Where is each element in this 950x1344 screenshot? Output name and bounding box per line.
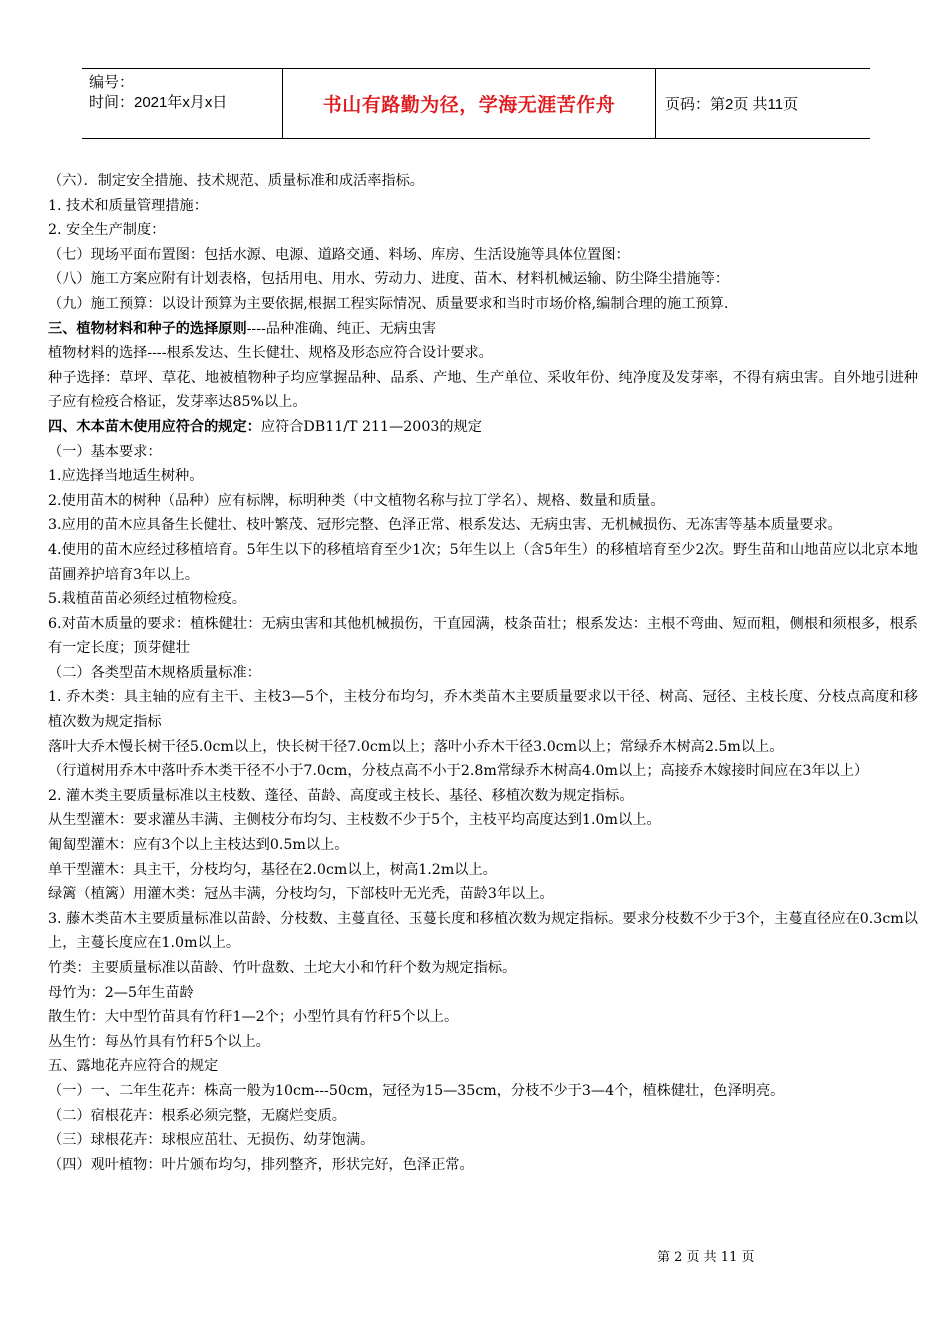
paragraph	[48, 858, 918, 883]
paragraph	[48, 194, 918, 219]
header-motto	[283, 69, 656, 138]
document-body	[48, 169, 918, 1177]
paragraph-text: （九）施工预算：以设计预算为主要依据,根据工程实际情况、质量要求和当时市场价格,编制合理的施工预算.	[48, 295, 729, 312]
paragraph-text: （四）观叶植物：叶片颁布均匀，排列整齐，形状完好，色泽正常。	[48, 1156, 474, 1173]
paragraph-text: 单干型灌木：具主干，分枝均匀，基径在2.0cm以上，树高1.2m以上。	[48, 861, 497, 878]
paragraph-text: 3.应用的苗木应具备生长健壮、枝叶繁茂、冠形完整、色泽正常、根系发达、无病虫害、无机械损伤、无冻害等基本质量要求。	[48, 517, 842, 534]
paragraph-text: 种子选择：草坪、草花、地被植物种子均应掌握品种、品系、产地、生产单位、采收年份、纯净度及发芽率，不得有病虫害。自外地引进种子应有检疫合格证，发芽率达85%以上。	[48, 369, 918, 411]
paragraph	[48, 661, 918, 686]
paragraph-text: 植物材料的选择----根系发达、生长健壮、规格及形态应符合设计要求。	[48, 345, 493, 362]
paragraph-text: （七）现场平面布置图：包括水源、电源、道路交通、料场、库房、生活设施等具体位置图：	[48, 246, 630, 263]
paragraph-text: 绿篱（植篱）用灌木类：冠丛丰满，分枝均匀，下部枝叶无光秃，苗龄3年以上。	[48, 886, 554, 903]
paragraph	[48, 784, 918, 809]
paragraph-text: （行道树用乔木中落叶乔木类干径不小于7.0cm，分枝点高不小于2.8m常绿乔木树高4.0m以上；高接乔木嫁接时间应在3年以上）	[48, 763, 869, 780]
paragraph	[48, 759, 918, 784]
paragraph-text: 3. 藤木类苗木主要质量标准以苗龄、分枝数、主蔓直径、玉蔓长度和移植次数为规定指标。要求分枝数不少于3个，主蔓直径应在0.3cm以上，主蔓长度应在1.0m以上。	[48, 910, 918, 952]
paragraph-text: 丛生竹：每丛竹具有竹秆5个以上。	[48, 1033, 270, 1050]
paragraph	[48, 513, 918, 538]
paragraph	[48, 735, 918, 760]
paragraph	[48, 1005, 918, 1030]
page-footer	[657, 1246, 754, 1265]
paragraph	[48, 956, 918, 981]
paragraph-text: ----品种准确、纯正、无病虫害	[246, 320, 437, 337]
paragraph-text: 散生竹：大中型竹苗具有竹秆1—2个；小型竹具有竹秆5个以上。	[48, 1009, 459, 1026]
section-heading: 三、植物材料和种子的选择原则	[48, 320, 247, 337]
paragraph-text: 6.对苗木质量的要求：植株健壮：无病虫害和其他机械损伤，干直园满，枝条苗壮；根系发达：主根不弯曲、短而粗，侧根和须根多，根系有一定长度；顶芽健壮	[48, 615, 918, 657]
paragraph-text: （二）宿根花卉：根系必须完整，无腐烂变质。	[48, 1107, 346, 1124]
paragraph	[48, 1054, 918, 1079]
paragraph-text: （六）．制定安全措施、技术规范、质量标准和成活率指标。	[48, 173, 424, 189]
paragraph	[48, 685, 918, 734]
paragraph	[48, 292, 918, 317]
paragraph-text: 1. 技术和质量管理措施：	[48, 197, 208, 214]
paragraph	[48, 440, 918, 465]
paragraph-text: （八）施工方案应附有计划表格，包括用电、用水、劳动力、进度、苗木、材料机械运输、防尘降尘措施等：	[48, 271, 730, 288]
paragraph-text: 2.使用苗木的树种（品种）应有标牌，标明种类（中文植物名称与拉丁学名）、规格、数量和质量。	[48, 492, 665, 509]
serial-label: 编号：	[89, 74, 135, 91]
paragraph-text: 应符合DB11/T 211—2003的规定	[260, 418, 482, 435]
header-meta	[82, 69, 283, 138]
paragraph-text: 2. 灌木类主要质量标准以主枝数、蓬径、苗龄、高度或主枝长、基径、移植次数为规定指标。	[48, 787, 634, 804]
paragraph	[48, 907, 918, 956]
paragraph	[48, 1104, 918, 1129]
paragraph	[48, 341, 918, 366]
paragraph	[48, 1128, 918, 1153]
paragraph	[48, 415, 918, 440]
paragraph	[48, 538, 918, 587]
paragraph	[48, 1153, 918, 1178]
paragraph-text: （一）一、二年生花卉：株高一般为10cm---50cm，冠径为15—35cm，分枝不少于3—4个，植株健壮，色泽明亮。	[48, 1082, 785, 1099]
paragraph	[48, 366, 918, 415]
page-info-text: 页码：第2页 共11页	[665, 96, 799, 113]
paragraph	[48, 587, 918, 612]
paragraph-text: 匍匐型灌木：应有3个以上主枝达到0.5m以上。	[48, 837, 349, 854]
paragraph	[48, 612, 918, 661]
paragraph-text: （三）球根花卉：球根应茁壮、无损伤、幼芽饱满。	[48, 1132, 375, 1149]
date-line: 时间：2021年x月x日	[89, 94, 228, 111]
paragraph	[48, 489, 918, 514]
paragraph-text: 落叶大乔木慢长树干径5.0cm以上，快长树干径7.0cm以上；落叶小乔木干径3.0cm以上；常绿乔木树高2.5m以上。	[48, 738, 784, 755]
paragraph-text: 从生型灌木：要求灌丛丰满、主侧枝分布均匀、主枝数不少于5个，主枝平均高度达到1.0m以上。	[48, 812, 661, 829]
paragraph-text: （二）各类型苗木规格质量标准：	[48, 664, 261, 681]
paragraph-text: 五、露地花卉应符合的规定	[48, 1058, 219, 1075]
paragraph	[48, 218, 918, 243]
paragraph	[48, 833, 918, 858]
page-header	[82, 68, 870, 139]
paragraph-text: 1. 乔木类：具主轴的应有主干、主枝3—5个，主枝分布均匀，乔木类苗木主要质量要求以干径、树高、冠径、主枝长度、分枝点高度和移植次数为规定指标	[48, 689, 918, 731]
header-page-info	[656, 69, 870, 138]
paragraph	[48, 169, 918, 194]
paragraph	[48, 1030, 918, 1055]
paragraph-text: 母竹为：2—5年生苗龄	[48, 984, 194, 1001]
paragraph	[48, 981, 918, 1006]
paragraph	[48, 882, 918, 907]
footer-page-number: 第 2 页 共 11 页	[657, 1250, 755, 1265]
paragraph-text: 竹类：主要质量标准以苗龄、竹叶盘数、土坨大小和竹秆个数为规定指标。	[48, 960, 517, 976]
paragraph	[48, 267, 918, 292]
paragraph-text: 4.使用的苗木应经过移植培育。5年生以下的移植培育至少1次；5年生以上（含5年生）的移植培育至少2次。野生苗和山地苗应以北京本地苗圃养护培育3年以上。	[48, 541, 918, 583]
paragraph	[48, 317, 918, 342]
motto-text: 书山有路勤为径，学海无涯苦作舟	[322, 94, 616, 116]
paragraph	[48, 243, 918, 268]
paragraph-text: 1.应选择当地适生树种。	[48, 468, 204, 485]
paragraph-text: （一）基本要求：	[48, 443, 162, 460]
paragraph-text: 2. 安全生产制度：	[48, 222, 166, 239]
paragraph	[48, 808, 918, 833]
paragraph	[48, 1079, 918, 1104]
paragraph	[48, 464, 918, 489]
paragraph-text: 5.栽植苗苗必须经过植物检疫。	[48, 591, 246, 608]
section-heading: 四、木本苗木使用应符合的规定：	[48, 418, 261, 435]
